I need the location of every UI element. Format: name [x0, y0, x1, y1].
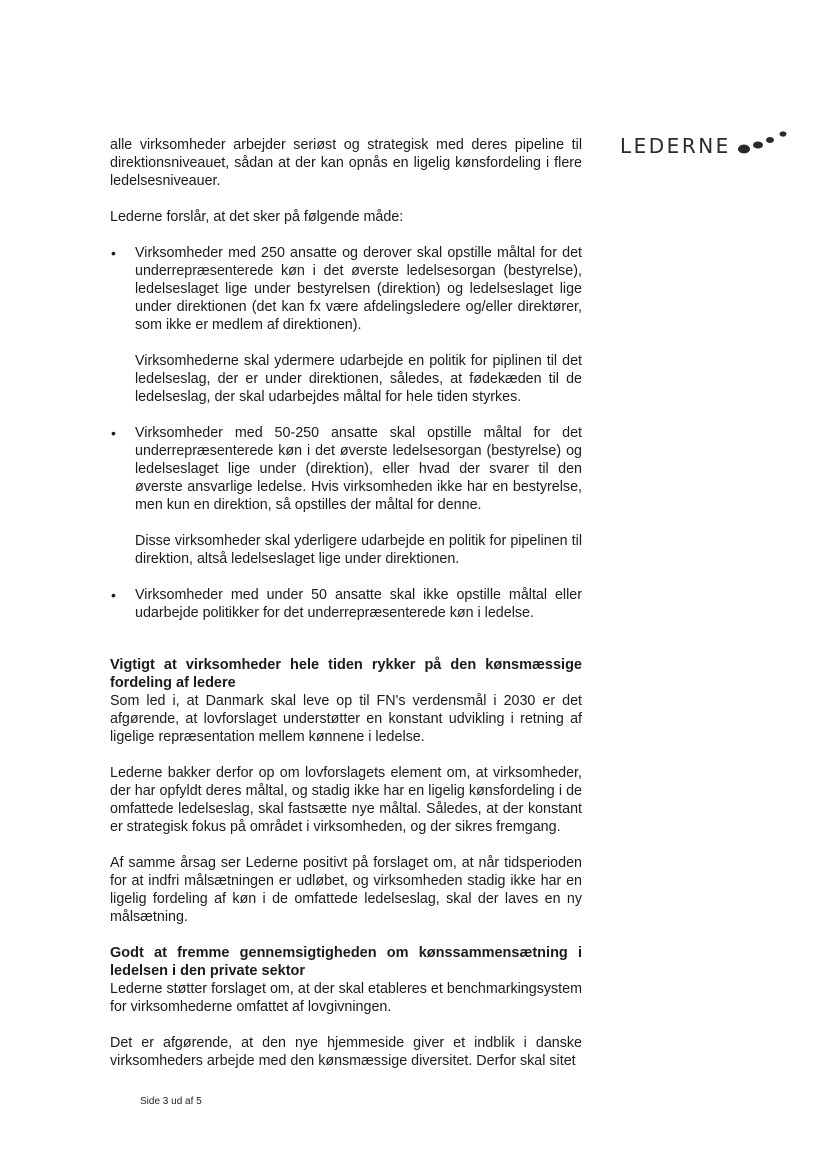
bullet-item: [110, 424, 582, 514]
section-paragraph: Lederne støtter forslaget om, at der skal etableres et benchmarkingsystem for virksomhederne omfattet af lovgivningen.: [110, 981, 582, 1015]
section-paragraph: Lederne bakker derfor op om lovforslagets element om, at virksomheder, der har opfyldt deres måltal, og stadig ikke har en ligelig kønsfordeling i de omfattede ledelseslag, skal fastsætte nye måltal. Således, at der konstant er strategisk fokus på området i virksomheden, og der sikres fremgang.: [110, 765, 582, 835]
section-heading: Vigtigt at virksomheder hele tiden rykker på den kønsmæssige fordeling af ledere: [110, 657, 582, 691]
bullet-item: [110, 244, 582, 334]
bullet-followup: Disse virksomheder skal yderligere udarbejde en politik for pipelinen til direktion, altså ledelseslaget lige under direktionen.: [135, 533, 582, 567]
section-paragraph: Som led i, at Danmark skal leve op til FN's verdensmål i 2030 er det afgørende, at lovforslaget understøtter en konstant udvikling i retning af ligelige repræsentation mellem kønnene i ledelse.: [110, 693, 582, 745]
bullet-text: Virksomheder med under 50 ansatte skal ikke opstille måltal eller udarbejde politikker for det underrepræsenterede køn i ledelse.: [135, 587, 582, 621]
logo-wordmark: LEDERNE: [620, 134, 731, 158]
section-paragraph: Af samme årsag ser Lederne positivt på forslaget om, at når tidsperioden for at indfri målsætningen er udløbet, og virksomheden stadig ikke har en ligelig fordeling af køn i de omfattede ledelseslag, skal der laves en ny målsætning.: [110, 855, 582, 925]
section-paragraph: Det er afgørende, at den nye hjemmeside giver et indblik i danske virksomheders arbejde med den kønsmæssige diversitet. Derfor skal sitet: [110, 1035, 582, 1069]
proposal-lead: Lederne forslår, at det sker på følgende måde:: [110, 209, 404, 225]
bullet-dot-icon: •: [111, 425, 116, 441]
bullet-item: [110, 586, 582, 622]
bullet-dot-icon: •: [111, 245, 116, 261]
bullet-dot-icon: •: [111, 587, 116, 603]
intro-paragraph: alle virksomheder arbejder seriøst og strategisk med deres pipeline til direktionsniveauet, sådan at der kan opnås en ligelig kønsfordeling i flere ledelsesniveauer.: [110, 137, 582, 189]
section-heading: Godt at fremme gennemsigtigheden om kønssammensætning i ledelsen i den private sektor: [110, 945, 582, 979]
letter-body: [110, 136, 582, 1070]
lederne-logo: [620, 129, 790, 159]
logo-dots-icon: [738, 129, 790, 159]
bullet-text: Virksomheder med 250 ansatte og derover skal opstille måltal for det underrepræsenterede køn i det øverste ledelsesorgan (bestyrelse), ledelseslaget lige under bestyrelsen (direktion) og ledelseslaget lige under direktionen (det kan fx være afdelingsledere og/eller direktører, som ikke er medlem af direktionen).: [135, 245, 582, 333]
page-number: Side 3 ud af 5: [140, 1096, 202, 1107]
bullet-followup: Virksomhederne skal ydermere udarbejde en politik for piplinen til det ledelseslag, der er under direktionen, således, at fødekæden til de ledelseslag, der skal udarbejdes måltal for hele tiden styrkes.: [135, 353, 582, 405]
bullet-text: Virksomheder med 50-250 ansatte skal opstille måltal for det underrepræsenterede køn i det øverste ledelsesorgan (bestyrelse) og ledelseslaget lige under (direktion), eller hvad der svarer til den øverste ansvarlige ledelse. Hvis virksomheden ikke har en bestyrelse, men kun en direktion, så opstilles der måltal for denne.: [135, 425, 582, 513]
